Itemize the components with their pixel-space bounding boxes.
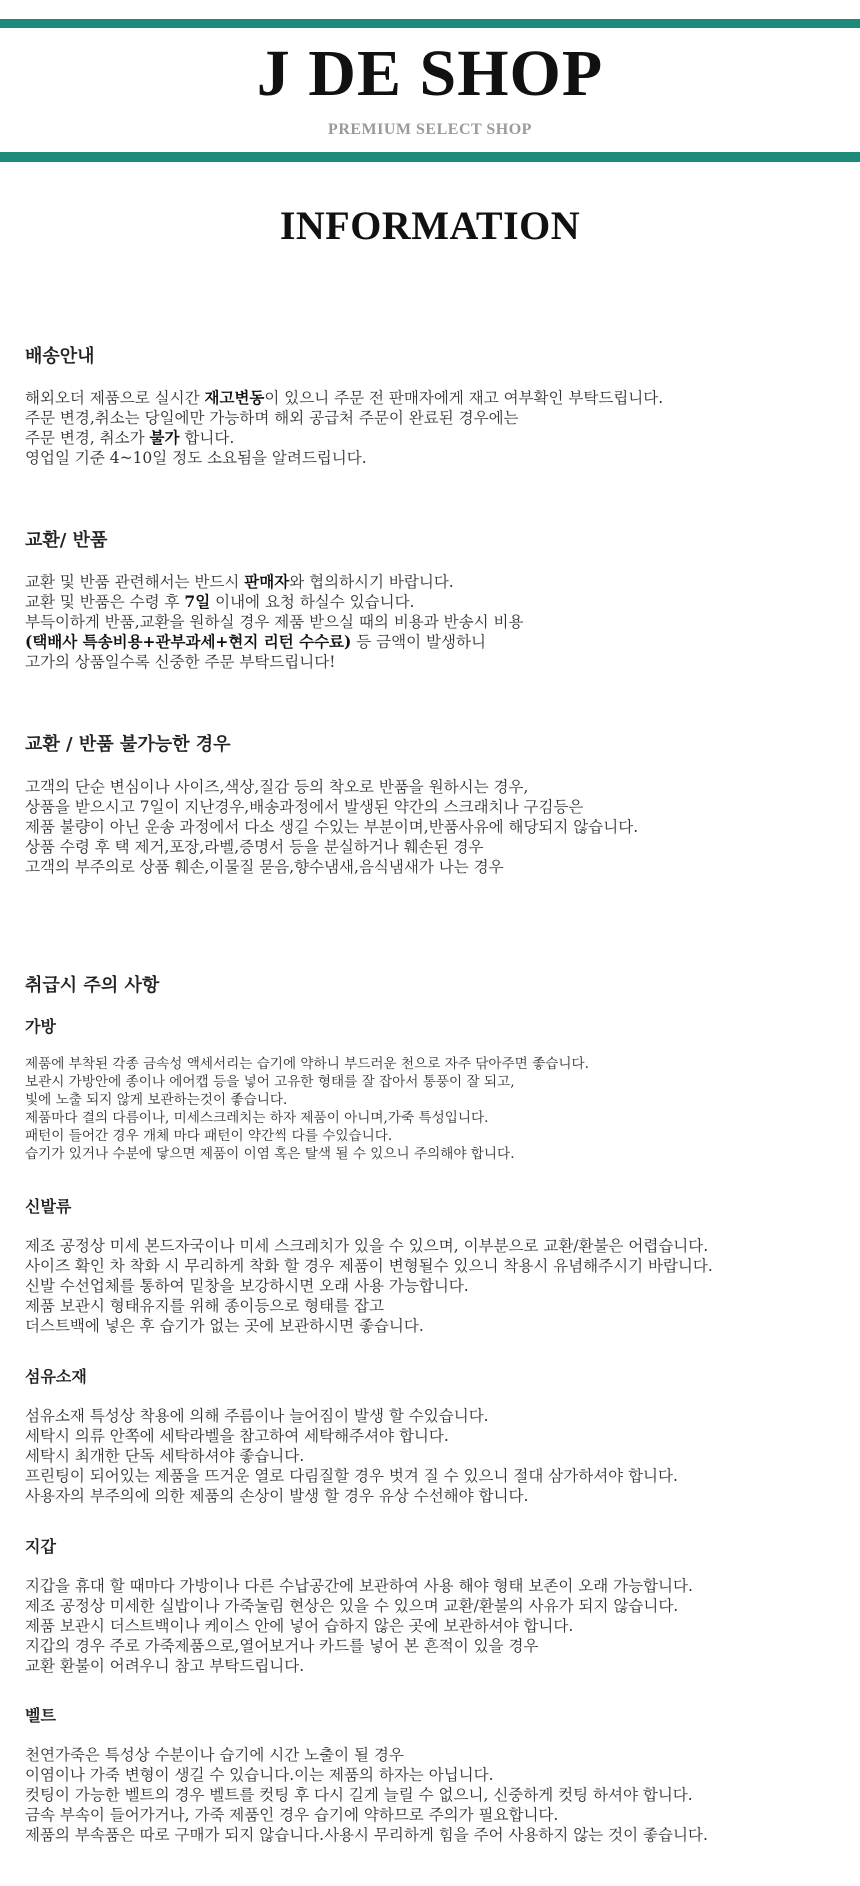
text-line: 제조 공정상 미세 본드자국이나 미세 스크레치가 있을 수 있으며, 이부분으로 교환/환불은 어렵습니다.	[25, 1237, 709, 1255]
text-line	[25, 388, 663, 408]
care-bag-text	[25, 1055, 589, 1163]
emphasis-text: (택배사 특송비용+관부과세+현지 리턴 수수료)	[25, 632, 352, 651]
text-line	[25, 428, 663, 448]
text-line: 습기가 있거나 수분에 닿으면 제품이 이염 혹은 탈색 될 수 있으니 주의해야 합니다.	[25, 1146, 515, 1162]
text-line: 천연가죽은 특성상 수분이나 습기에 시간 노출이 될 경우	[25, 1746, 404, 1764]
text-line: 고가의 상품일수록 신중한 주문 부탁드립니다!	[25, 653, 336, 671]
text-line: 교환 환불이 어려우니 참고 부탁드립니다.	[25, 1657, 305, 1675]
text-line: 제품에 부착된 각종 금속성 액세서리는 습기에 약하니 부드러운 천으로 자주 닦아주면 좋습니다.	[25, 1056, 589, 1072]
care-shoes-text	[25, 1236, 713, 1336]
no-exchange-text	[25, 777, 638, 877]
text-line	[25, 572, 523, 592]
text-line: 고객의 부주의로 상품 훼손,이물질 묻음,향수냄새,음식냄새가 나는 경우	[25, 858, 504, 876]
text-line	[25, 632, 523, 652]
text-line: 이염이나 가죽 변형이 생길 수 있습니다.이는 제품의 하자는 아닙니다.	[25, 1766, 494, 1784]
text-line: 보관시 가방안에 종이나 에어캡 등을 넣어 고유한 형태를 잘 잡아서 통풍이 잘 되고,	[25, 1074, 515, 1090]
text-line: 신발 수선업체를 통하여 밑창을 보강하시면 오래 사용 가능합니다.	[25, 1277, 469, 1295]
text-segment: 합니다.	[179, 429, 235, 447]
text-line: 제품의 부속품은 따로 구매가 되지 않습니다.사용시 무리하게 힘을 주어 사용하지 않는 것이 좋습니다.	[25, 1826, 708, 1844]
text-line: 부득이하게 반품,교환을 원하실 경우 제품 받으실 때의 비용과 반송시 비용	[25, 613, 524, 631]
text-line: 금속 부속이 들어가거나, 가죽 제품인 경우 습기에 약하므로 주의가 필요합니다.	[25, 1806, 559, 1824]
text-line: 주문 변경,취소는 당일에만 가능하며 해외 공급처 주문이 완료된 경우에는	[25, 409, 519, 427]
text-line: 영업일 기준 4~10일 정도 소요됨을 알려드립니다.	[25, 449, 367, 467]
exchange-text	[25, 572, 523, 672]
brand-header	[0, 28, 860, 152]
text-line: 프린팅이 되어있는 제품을 뜨거운 열로 다림질할 경우 벗겨 질 수 있으니 절대 삼가하셔야 합니다.	[25, 1467, 678, 1485]
text-line: 컷팅이 가능한 벨트의 경우 벨트를 컷팅 후 다시 길게 늘릴 수 없으니, 신중하게 컷팅 하셔야 합니다.	[25, 1786, 693, 1804]
text-line: 지갑의 경우 주로 가죽제품으로,열어보거나 카드를 넣어 본 흔적이 있을 경우	[25, 1637, 539, 1655]
text-line: 빛에 노출 되지 않게 보관하는것이 좋습니다.	[25, 1092, 288, 1108]
text-segment: 와 협의하시기 바랍니다.	[289, 573, 454, 591]
care-belt-text	[25, 1745, 708, 1845]
text-segment: 이 있으니 주문 전 판매자에게 재고 여부확인 부탁드립니다.	[264, 389, 664, 407]
top-accent-bar	[0, 19, 860, 28]
emphasis-text: 7일	[184, 592, 211, 611]
text-line: 제품 보관시 형태유지를 위해 종이등으로 형태를 잡고	[25, 1297, 384, 1315]
text-line: 제품 불량이 아닌 운송 과정에서 다소 생길 수있는 부분이며,반품사유에 해당되지 않습니다.	[25, 818, 639, 836]
text-line: 제조 공정상 미세한 실밥이나 가죽눌림 현상은 있을 수 있으며 교환/환불의 사유가 되지 않습니다.	[25, 1597, 679, 1615]
emphasis-text: 재고변동	[204, 388, 265, 407]
care-belt-title: 벨트	[25, 1706, 56, 1725]
care-fabric-title: 섬유소재	[25, 1367, 87, 1386]
text-line: 제품 보관시 더스트백이나 케이스 안에 넣어 습하지 않은 곳에 보관하셔야 합니다.	[25, 1617, 574, 1635]
text-line: 사이즈 확인 차 착화 시 무리하게 착화 할 경우 제품이 변형될수 있으니 착용시 유념해주시기 바랍니다.	[25, 1257, 713, 1275]
text-segment: 주문 변경, 취소가	[25, 429, 150, 447]
section-title-no-exchange: 교환 / 반품 불가능한 경우	[25, 734, 231, 755]
text-line: 고객의 단순 변심이나 사이즈,색상,질감 등의 착오로 반품을 원하시는 경우,	[25, 778, 529, 796]
bottom-accent-bar	[0, 152, 860, 162]
text-line	[25, 592, 523, 612]
text-segment: 이내에 요청 하실수 있습니다.	[210, 593, 415, 611]
care-shoes-title: 신발류	[25, 1197, 72, 1216]
emphasis-text: 판매자	[244, 572, 290, 591]
text-line: 패턴이 들어간 경우 개체 마다 패턴이 약간씩 다를 수있습니다.	[25, 1128, 393, 1144]
text-segment: 등 금액이 발생하니	[351, 633, 486, 651]
text-line: 상품 수령 후 택 제거,포장,라벨,증명서 등을 분실하거나 훼손된 경우	[25, 838, 484, 856]
brand-logo[interactable]: J DE SHOP	[256, 37, 604, 110]
section-title-exchange: 교환/ 반품	[25, 530, 108, 551]
text-line: 상품을 받으시고 7일이 지난경우,배송과정에서 발생된 약간의 스크래치나 구김등은	[25, 798, 584, 816]
brand-tagline: PREMIUM SELECT SHOP	[328, 121, 532, 138]
care-wallet-title: 지갑	[25, 1537, 56, 1556]
text-line: 제품마다 결의 다름이나, 미세스크레치는 하자 제품이 아니며,가죽 특성입니다.	[25, 1110, 489, 1126]
care-bag-title: 가방	[25, 1017, 56, 1036]
text-line: 사용자의 부주의에 의한 제품의 손상이 발생 할 경우 유상 수선해야 합니다.	[25, 1487, 529, 1505]
section-title-shipping: 배송안내	[25, 346, 95, 367]
text-line: 지갑을 휴대 할 때마다 가방이나 다른 수납공간에 보관하여 사용 해야 형태 보존이 오래 가능합니다.	[25, 1577, 693, 1595]
text-segment: 교환 및 반품은 수령 후	[25, 593, 185, 611]
text-segment: 교환 및 반품 관련해서는 반드시	[25, 573, 245, 591]
care-wallet-text	[25, 1576, 693, 1676]
text-segment: 해외오더 제품으로 실시간	[25, 389, 205, 407]
text-line: 세탁시 의류 안쪽에 세탁라벨을 참고하여 세탁해주셔야 합니다.	[25, 1427, 449, 1445]
page-title: INFORMATION	[279, 203, 581, 248]
section-title-care: 취급시 주의 사항	[25, 975, 160, 996]
emphasis-text: 불가	[149, 428, 180, 447]
text-line: 더스트백에 넣은 후 습기가 없는 곳에 보관하시면 좋습니다.	[25, 1317, 424, 1335]
text-line: 섬유소재 특성상 착용에 의해 주름이나 늘어짐이 발생 할 수있습니다.	[25, 1407, 489, 1425]
text-line: 세탁시 최개한 단독 세탁하셔야 좋습니다.	[25, 1447, 305, 1465]
care-fabric-text	[25, 1406, 678, 1506]
shipping-text	[25, 388, 663, 468]
